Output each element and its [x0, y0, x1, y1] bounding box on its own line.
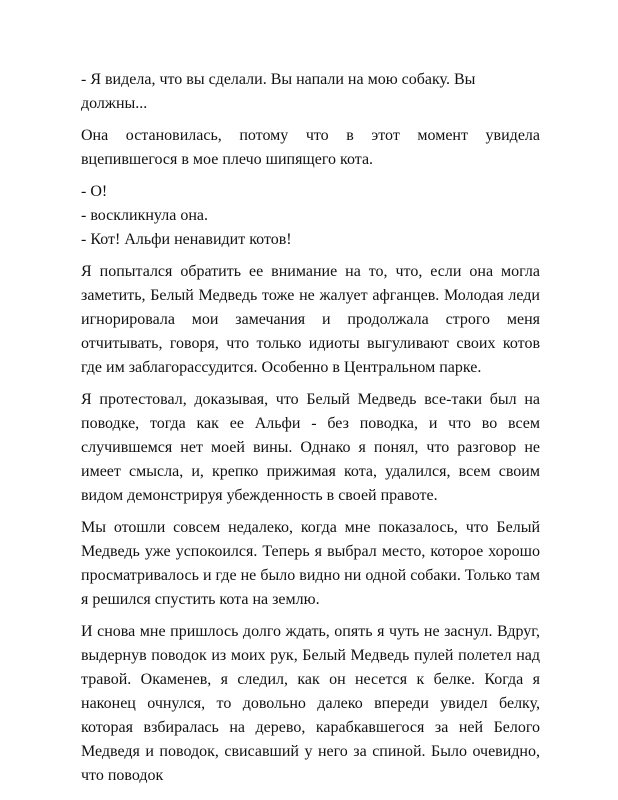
document-page — [81, 68, 540, 796]
paragraph-7: Я протестовал, доказывая, что Белый Медведь все-таки был на поводке, тогда как ее Альфи - без поводка, и что во всем случившемся нет моей вины. Однако я понял, что разговор не имеет смысла, и, крепко прижимая кота, удалился, всем своим видом демонстрируя убежденность в своей правоте. — [81, 391, 540, 504]
paragraph-9: И снова мне пришлось долго ждать, опять я чуть не заснул. Вдруг, выдернув поводок из моих рук, Белый Медведь пулей полетел над травой. Окаменев, я следил, как он несется к белке. Когда я наконец очнулся, то довольно далеко впереди увидел белку, которая взбиралась на дерево, карабкавшегося за ней Белого Медведя и поводок, свисавший у него за спиной. Было очевидно, что поводок — [81, 623, 540, 784]
paragraph-4: - воскликнула она. — [81, 207, 208, 224]
paragraph-2: Она остановилась, потому что в этот момент увидела вцепившегося в мое плечо шипящего кота. — [81, 127, 540, 168]
paragraph-8: Мы отошли совсем недалеко, когда мне показалось, что Белый Медведь уже успокоился. Теперь я выбрал место, которое хорошо просматривалось и где не было видно ни одной собаки. Только там я решился спустить кота на землю. — [81, 519, 540, 608]
paragraph-6: Я попытался обратить ее внимание на то, что, если она могла заметить, Белый Медведь тоже не жалует афганцев. Молодая леди игнорировала мои замечания и продолжала строго меня отчитывать, говоря, что только идиоты выгуливают своих котов где им заблагорассудится. Особенно в Центральном парке. — [81, 263, 540, 376]
paragraph-1: - Я видела, что вы сделали. Вы напали на мою собаку. Вы должны... — [81, 71, 476, 112]
paragraph-3: - О! — [81, 183, 108, 200]
paragraph-5: - Кот! Альфи ненавидит котов! — [81, 231, 292, 248]
